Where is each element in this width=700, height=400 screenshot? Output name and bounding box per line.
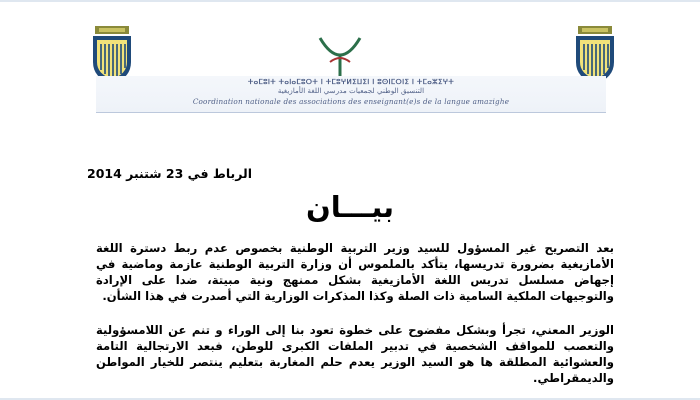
document-date: الرباط في 23 شتنبر 2014 [87,166,252,181]
paragraph-1: بعد التصريح غير المسؤول للسيد وزير التربية الوطنية بخصوص عدم ربط دسترة اللغة الأمازيغية بضرورة تدريسها، يتأكد بالملموس أن وزارة التربية الوطنية عازمة وماضية في إجهاض مسلسل تدريس اللغة الأمازيغية بشكل ممنهج ونية مبيتة، ضدا على الإرادة والتوجيهات الملكية السامية ذات الصلة وكذا المذكرات الوزارية التي أصدرت في هذا الشأن. [96,241,614,303]
letterhead-tifinagh-line: ⵜⴰⵎⵓⵏⵜ ⵜⴰⵏⴰⵎⵓⵔⵜ ⵏ ⵜⵎⵓⵖⵍⵉⵡⵉⵏ ⵏ ⵓⵙⵏⵎⵔⵏⵉ ⵏ ⵜⵎⴰⵣⵉⵖⵜ [247,77,455,86]
paragraph-2: الوزير المعني، تجرأ وبشكل مفضوح على خطوة تعود بنا إلى الوراء و تنم عن اللامسؤولية والتعصب للمواقف الشخصية في تدبير الملفات الكبرى للوطن، فبعد الارتجالية التامة والعشوائية المطلقة ها هو السيد الوزير يعدم حلم المغاربة بتعليم ينتصر للخيار المواطن والديمقراطي. [96,323,614,385]
letterhead-band [96,76,606,113]
document-title: بيـــان [305,190,395,224]
letterhead-french-line: Coordination nationale des associations des enseignant(e)s de la langue amazighe [192,97,510,106]
letterhead-arabic-line: التنسيق الوطني لجمعيات مدرسي اللغة الأمازيغية [277,86,425,95]
date-block [87,160,256,182]
center-emblem-logo [300,32,380,82]
scan-edge-top [0,0,700,2]
